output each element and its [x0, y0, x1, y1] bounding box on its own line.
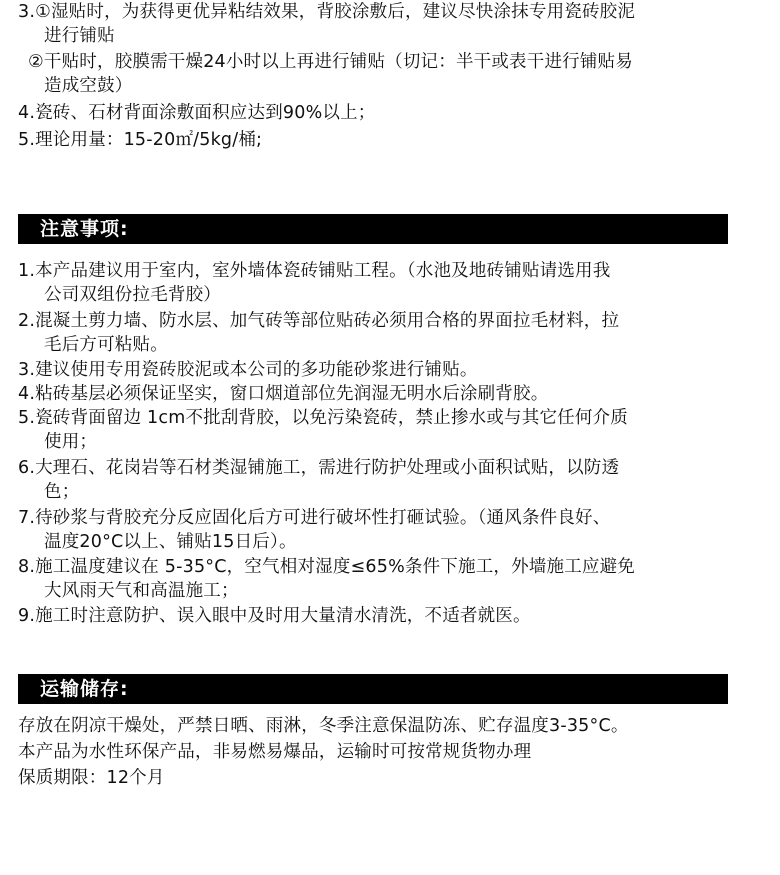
storage-heading: 运输储存:: [18, 674, 728, 704]
note-line: 公司双组份拉毛背胶）: [44, 285, 221, 305]
notes-heading: 注意事项:: [18, 214, 728, 244]
note-line: 6.大理石、花岗岩等石材类湿铺施工，需进行防护处理或小面积试贴，以防透: [18, 458, 620, 478]
note-line: 2.混凝土剪力墙、防水层、加气砖等部位贴砖必须用合格的界面拉毛材料，拉: [18, 311, 620, 331]
instruction-line: 5.理论用量：15-20㎡/5kg/桶;: [18, 130, 263, 150]
note-line: 色；: [44, 482, 80, 502]
note-line: 8.施工温度建议在 5-35°C，空气相对湿度≤65%条件下施工，外墙施工应避免: [18, 557, 636, 577]
instruction-line: 造成空鼓）: [44, 76, 133, 96]
note-line: 3.建议使用专用瓷砖胶泥或本公司的多功能砂浆进行铺贴。: [18, 360, 478, 380]
note-line: 大风雨天气和高温施工；: [44, 581, 239, 601]
instruction-line: 4.瓷砖、石材背面涂敷面积应达到90%以上；: [18, 103, 376, 123]
note-line: 1.本产品建议用于室内，室外墙体瓷砖铺贴工程。（水池及地砖铺贴请选用我: [18, 261, 611, 281]
note-line: 9.施工时注意防护、误入眼中及时用大量清水清洗，不适者就医。: [18, 606, 531, 626]
instruction-line: 3.①湿贴时，为获得更优异粘结效果，背胶涂敷后，建议尽快涂抹专用瓷砖胶泥: [18, 2, 636, 22]
note-line: 毛后方可粘贴。: [44, 335, 168, 355]
note-line: 使用；: [44, 432, 98, 452]
storage-line: 保质期限：12个月: [18, 768, 165, 788]
note-line: 5.瓷砖背面留边 1cm不批刮背胶，以免污染瓷砖，禁止掺水或与其它任何介质: [18, 408, 628, 428]
note-line: 4.粘砖基层必须保证坚实，窗口烟道部位先润湿无明水后涂刷背胶。: [18, 384, 549, 404]
note-line: 7.待砂浆与背胶充分反应固化后方可进行破坏性打砸试验。（通风条件良好、: [18, 508, 611, 528]
note-line: 温度20°C以上、铺贴15日后）。: [44, 532, 297, 552]
instruction-line: ②干贴时，胶膜需干燥24小时以上再进行铺贴（切记：半干或表干进行铺贴易: [28, 52, 633, 72]
instruction-line: 进行铺贴: [44, 26, 115, 46]
storage-line: 本产品为水性环保产品，非易燃易爆品，运输时可按常规货物办理: [18, 742, 532, 762]
storage-line: 存放在阴凉干燥处，严禁日晒、雨淋，冬季注意保温防冻、贮存温度3-35°C。: [18, 716, 629, 736]
